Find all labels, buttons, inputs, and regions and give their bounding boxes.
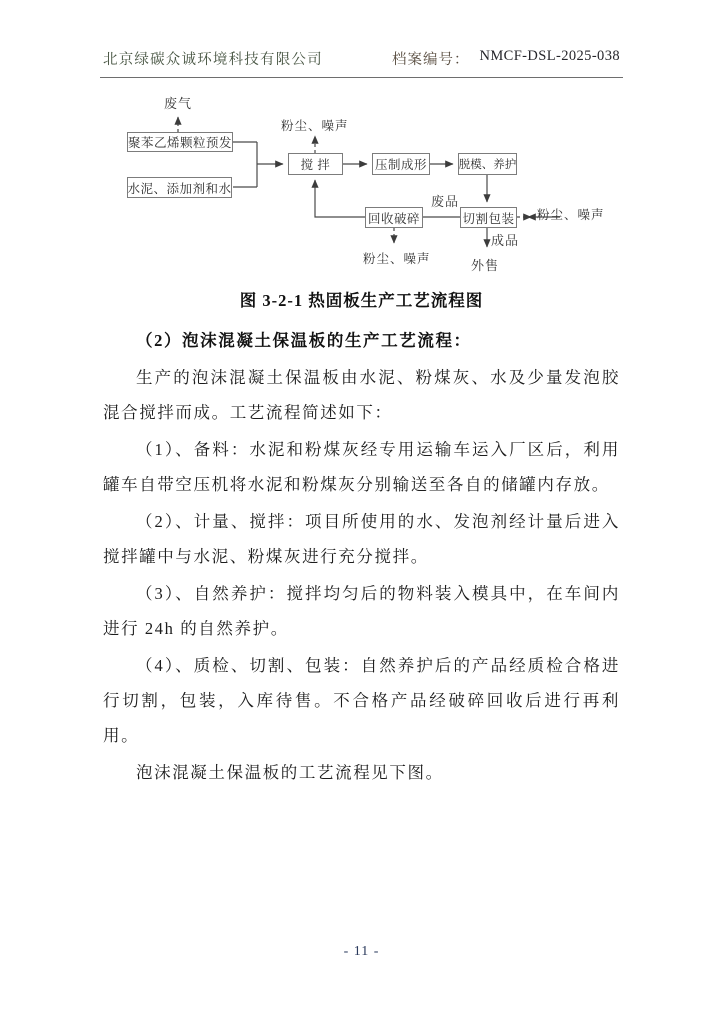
flow-box-demold-curing: 脱模、养护 xyxy=(458,153,517,175)
archive-number: NMCF-DSL-2025-038 xyxy=(479,48,620,64)
flow-box-mixing: 搅 拌 xyxy=(288,153,343,175)
archive-number-group xyxy=(392,48,620,69)
archive-label: 档案编号： xyxy=(391,52,470,68)
figure-caption: 图 3-2-1 热固板生产工艺流程图 xyxy=(239,291,484,310)
label-finished-product: 成品 xyxy=(491,233,520,248)
paragraph: （4）、质检、切割、包装：自然养护后的产品经质检合格进行切割，包装，入库待售。不合格产品经破碎回收后进行再利用。 xyxy=(103,656,620,745)
paragraph: 生产的泡沫混凝土保温板由水泥、粉煤灰、水及少量发泡胶混合搅拌而成。工艺流程简述如下： xyxy=(103,368,620,422)
label-external-sale: 外售 xyxy=(471,258,500,273)
body-text xyxy=(103,323,620,792)
page-header xyxy=(103,48,620,69)
label-dust-noise-recycle: 粉尘、噪声 xyxy=(363,252,431,266)
label-waste-gas: 废气 xyxy=(164,96,193,111)
flow-box-pressing: 压制成形 xyxy=(372,153,430,175)
flow-box-cutting-packing: 切割包装 xyxy=(460,207,517,228)
flow-box-materials: 水泥、添加剂和水 xyxy=(127,177,232,198)
paragraph: （1）、备料：水泥和粉煤灰经专用运输车运入厂区后，利用罐车自带空压机将水泥和粉煤灰分别输送至各自的储罐内存放。 xyxy=(103,440,620,494)
label-dust-noise-cutting: 粉尘、噪声 xyxy=(537,208,605,222)
flow-box-recycle-crushing: 回收破碎 xyxy=(365,207,423,228)
header-rule xyxy=(100,77,623,78)
company-name: 北京绿碳众诚环境科技有限公司 xyxy=(103,52,323,68)
label-dust-noise-mixing: 粉尘、噪声 xyxy=(281,119,349,133)
paragraph: 泡沫混凝土保温板的工艺流程见下图。 xyxy=(136,763,444,782)
label-scrap: 废品 xyxy=(431,194,460,209)
section-heading: （2）泡沫混凝土保温板的生产工艺流程： xyxy=(136,331,472,350)
page-number: - 11 - xyxy=(343,944,380,959)
process-flowchart xyxy=(100,90,620,280)
paragraph: （2）、计量、搅拌：项目所使用的水、发泡剂经计量后进入搅拌罐中与水泥、粉煤灰进行充分搅拌。 xyxy=(103,512,620,566)
paragraph: （3）、自然养护：搅拌均匀后的物料装入模具中，在车间内进行 24h 的自然养护。 xyxy=(103,584,620,638)
flow-box-pre-expansion: 聚苯乙烯颗粒预发 xyxy=(127,132,233,152)
